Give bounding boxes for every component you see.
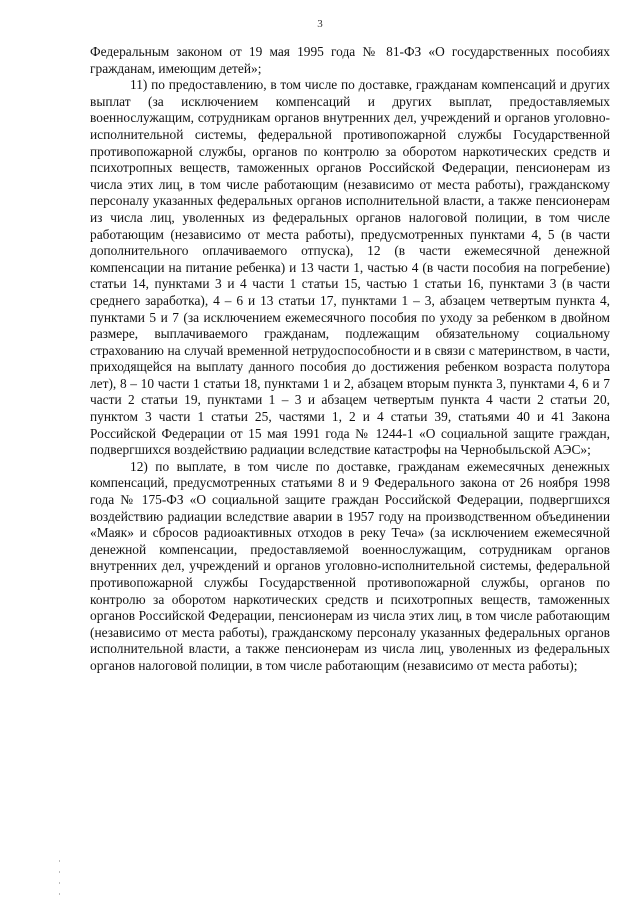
paragraph-item-12: 12) по выплате, в том числе по доставке, гражданам ежемесячных денежных компенсаций, предусмотренных статьями 8 и 9 Федерального закона от 26 ноября 1998 года № 175-ФЗ «О социальной защите граждан Российской Федерации, подвергшихся воздействию радиации вследствие аварии в 1957 году на производственном объединении «Маяк» и сбросов радиоактивных отходов в реку Теча» (за исключением ежемесячной денежной компенсации, предоставляемой военнослужащим, сотрудникам органов внутренних дел, учреждений и органов уголовно-исполнительной системы, федеральной противопожарной службы Государственной противопожарной службы, органов по контролю за оборотом наркотических средств и психотропных веществ, таможенных органов Российской Федерации, пенсионерам из числа этих лиц, в том числе работающим (независимо от места работы), гражданскому персоналу указанных федеральных органов исполнительной власти, а также пенсионерам из числа лиц, уволенных из федеральных органов налоговой полиции, в том числе работающим (независимо от места работы);: [90, 458, 610, 673]
paragraph-continuation: Федеральным законом от 19 мая 1995 года № 81-ФЗ «О государственных пособиях гражданам, имеющим детей»;: [90, 44, 610, 76]
page-number: 3: [317, 18, 323, 30]
paragraph-item-11: 11) по предоставлению, в том числе по доставке, гражданам компенсаций и других выплат (за исключением компенсаций и других выплат, предоставляемых военнослужащим, сотрудникам органов внутренних дел, учреждений и органов уголовно-исполнительной системы, федеральной противопожарной службы Государственной противопожарной службы, органов по контролю за оборотом наркотических средств и психотропных веществ, таможенных органов Российской Федерации, пенсионерам из числа этих лиц, в том числе работающим (независимо от места работы), гражданскому персоналу указанных федеральных органов исполнительной власти, а также пенсионерам из числа лиц, уволенных из федеральных органов налоговой полиции, в том числе работающим (независимо от места работы), предусмотренных пунктами 4, 5 (в части дополнительного оплачиваемого отпуска), 12 (в части ежемесячной денежной компенсации на питание ребенка) и 13 части 1, частью 4 (в части пособия на погребение) статьи 14, пунктами 3 и 4 части 1 статьи 15, частью 1 статьи 16, пунктами 3 (в части среднего заработка), 4 – 6 и 13 статьи 17, пунктами 1 – 3, абзацем четвертым пункта 4, пунктами 5 и 7 (за исключением ежемесячного пособия по уходу за ребенком в двойном размере, выплачиваемого гражданам, подлежащим обязательному социальному страхованию на случай временной нетрудоспособности и в связи с материнством, в части, приходящейся на выплату данного пособия до достижения ребенком возраста полутора лет), 8 – 10 части 1 статьи 18, пунктами 1 и 2, абзацем вторым пункта 3, пунктами 4, 6 и 7 части 2 статьи 19, пунктами 1 – 3 и абзацем четвертым пункта 4 части 2 статьи 20, пунктом 3 части 1 статьи 25, частями 1, 2 и 4 статьи 39, статьями 40 и 41 Закона Российской Федерации от 15 мая 1991 года № 1244-1 «О социальной защите граждан, подвергшихся воздействию радиации вследствие катастрофы на Чернобыльской АЭС»;: [90, 77, 610, 458]
document-body: [90, 44, 610, 675]
scan-margin-marks: [58, 860, 61, 900]
